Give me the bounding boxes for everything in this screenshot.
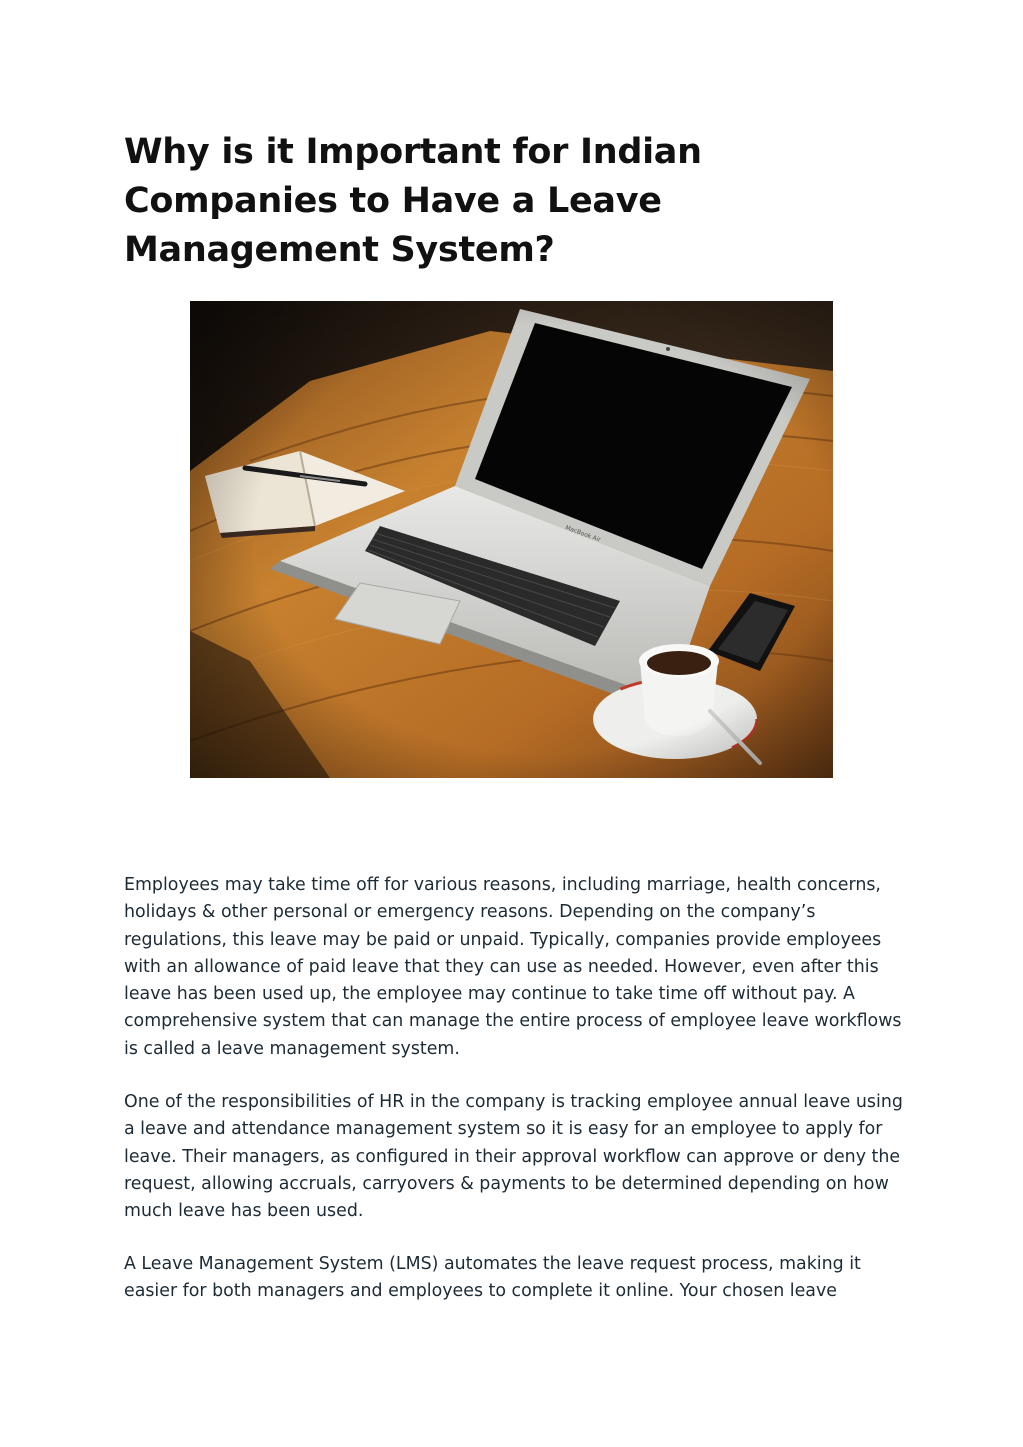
laptop-photo [190, 301, 833, 778]
laptop-photo-illustration [190, 301, 833, 778]
document-title: Why is it Important for Indian Companies to Have a Leave Management System? [124, 132, 702, 270]
paragraph-1: Employees may take time off for various reasons, including marriage, health concerns, holidays & other personal or emergency reasons. Depending on the company’s regulations, this leave may be paid or unpaid. Typically, companies provide employees with an allowance of paid leave that they can use as needed. However, even after this leave has been used up, the employee may continue to take time off without pay. A comprehensive system that can manage the entire process of employee leave workflows is called a leave management system. [124, 875, 902, 1059]
paragraph-2: One of the responsibilities of HR in the company is tracking employee annual leave using a leave and attendance management system so it is easy for an employee to apply for leave. Their managers, as configured in their approval workflow can approve or deny the request, allowing accruals, carryovers & payments to be determined depending on how much leave has been used. [124, 1092, 903, 1222]
paragraph-3: A Leave Management System (LMS) automates the leave request process, making it easier for both managers and employees to complete it online. Your chosen leave [124, 1254, 861, 1302]
